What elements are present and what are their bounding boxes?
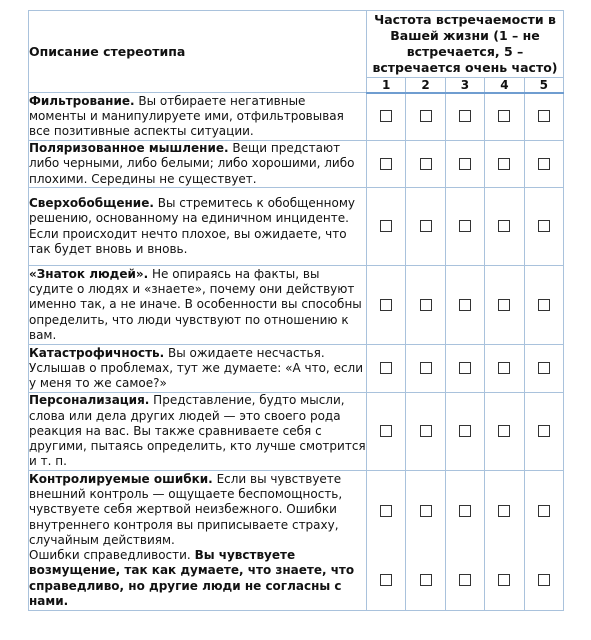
rating-checkbox-4[interactable]: [498, 505, 510, 517]
rating-checkbox-4[interactable]: [498, 220, 510, 232]
rating-checkbox-5[interactable]: [538, 505, 550, 517]
stereotype-description: [29, 141, 367, 188]
rating-checkbox-1[interactable]: [380, 220, 392, 232]
rating-checkbox-1[interactable]: [380, 505, 392, 517]
rating-checkbox-1[interactable]: [380, 158, 392, 170]
stereotype-text: Представление, будто мысли, слова или дела других людей — это своего рода реакция на вас. Вы также сравниваете себя с другими, пытаясь определить, кто лучше смотрится и т. п.: [29, 393, 366, 469]
stereotype-row: [29, 393, 564, 471]
scale-label-4: 4: [485, 77, 524, 93]
stereotype-title: Поляризованное мышление.: [29, 141, 229, 156]
rating-checkbox-3[interactable]: [459, 362, 471, 374]
scale-label-5: 5: [524, 77, 563, 93]
stereotype-row: [29, 345, 564, 393]
rating-checkbox-1[interactable]: [380, 362, 392, 374]
rating-checkbox-3[interactable]: [459, 425, 471, 437]
stereotype-extra-text: Ошибки справедливости.: [29, 548, 195, 563]
stereotype-title: Персонализация.: [29, 393, 150, 408]
stereotype-title: Фильтрование.: [29, 93, 135, 108]
stereotype-description: [29, 266, 367, 345]
stereotype-text: Вещи предстают либо черными, либо белыми; либо хорошими, либо плохими. Середины не существует.: [29, 141, 355, 186]
rating-checkbox-3[interactable]: [459, 299, 471, 311]
rating-checkbox-5-extra[interactable]: [538, 574, 550, 586]
rating-checkbox-4-extra[interactable]: [498, 574, 510, 586]
rating-checkbox-1[interactable]: [380, 299, 392, 311]
rating-checkbox-2[interactable]: [420, 299, 432, 311]
stereotype-title: Сверхобобщение.: [29, 196, 154, 211]
rating-checkbox-2[interactable]: [420, 220, 432, 232]
stereotype-text: Если вы чувствуете внешний контроль — ощущаете беспомощность, чувствуете себя жертвой неизбежного. Ошибки внутреннего контроля вы приписываете страху, случайным действиям.: [29, 472, 343, 547]
rating-checkbox-5[interactable]: [538, 362, 550, 374]
stereotype-row: [29, 188, 564, 266]
frequency-column-header: Частота встречаемости в Вашей жизни (1 – не встречается, 5 – встречается очень часто): [367, 11, 564, 78]
rating-checkbox-3[interactable]: [459, 158, 471, 170]
description-column-header: Описание стереотипа: [29, 11, 367, 93]
stereotype-description: [29, 345, 367, 393]
rating-checkbox-2[interactable]: [420, 425, 432, 437]
rating-checkbox-1[interactable]: [380, 425, 392, 437]
rating-checkbox-4[interactable]: [498, 110, 510, 122]
stereotype-extra-bold: Вы чувствуете возмущение, так как думаете, что знаете, что справедливо, но другие люди не согласны с нами.: [29, 548, 355, 608]
stereotype-description: [29, 188, 367, 266]
stereotype-text: Вы отбираете негативные моменты и манипулируете ими, отфильтровывая все позитивные аспекты ситуации.: [29, 93, 344, 139]
rating-checkbox-2-extra[interactable]: [420, 574, 432, 586]
rating-checkbox-5[interactable]: [538, 110, 550, 122]
stereotype-row: [29, 266, 564, 345]
stereotype-row: [29, 93, 564, 141]
rating-checkbox-3[interactable]: [459, 505, 471, 517]
rating-checkbox-4[interactable]: [498, 158, 510, 170]
rating-checkbox-1-extra[interactable]: [380, 574, 392, 586]
scale-label-3: 3: [445, 77, 484, 93]
stereotype-description: [29, 471, 367, 611]
rating-checkbox-2[interactable]: [420, 505, 432, 517]
rating-checkbox-4[interactable]: [498, 425, 510, 437]
rating-checkbox-3[interactable]: [459, 110, 471, 122]
rating-checkbox-5[interactable]: [538, 299, 550, 311]
scale-label-1: 1: [367, 77, 406, 93]
rating-checkbox-2[interactable]: [420, 362, 432, 374]
rating-checkbox-2[interactable]: [420, 158, 432, 170]
stereotype-title: Контролируемые ошибки.: [29, 472, 213, 487]
stereotype-table: [28, 10, 564, 611]
rating-checkbox-5[interactable]: [538, 425, 550, 437]
stereotype-text: Не опираясь на факты, вы судите о людях и «знаете», почему они действуют именно так, а не иначе. В особенности вы способны определить, что люди чувствуют по отношению к вам.: [29, 266, 362, 342]
scale-label-2: 2: [406, 77, 445, 93]
stereotype-row: [29, 141, 564, 188]
rating-checkbox-5[interactable]: [538, 158, 550, 170]
stereotype-text: Вы ожидаете несчастья. Услышав о проблемах, тут же думаете: «А что, если у меня то же самое?»: [29, 345, 364, 391]
stereotype-description: [29, 93, 367, 141]
rating-checkbox-4[interactable]: [498, 362, 510, 374]
rating-checkbox-3[interactable]: [459, 220, 471, 232]
rating-checkbox-5[interactable]: [538, 220, 550, 232]
stereotype-title: «Знаток людей».: [29, 266, 149, 281]
rating-checkbox-1[interactable]: [380, 110, 392, 122]
stereotype-row: [29, 471, 564, 611]
rating-checkbox-3-extra[interactable]: [459, 574, 471, 586]
rating-checkbox-4[interactable]: [498, 299, 510, 311]
header-row: [29, 11, 564, 78]
stereotype-text: Вы стремитесь к обобщенному решению, основанному на единичном инциденте. Если происходит нечто плохое, вы ожидаете, что так будет вновь и вновь.: [29, 196, 355, 256]
stereotype-description: [29, 393, 367, 471]
rating-checkbox-2[interactable]: [420, 110, 432, 122]
stereotype-title: Катастрофичность.: [29, 345, 165, 360]
